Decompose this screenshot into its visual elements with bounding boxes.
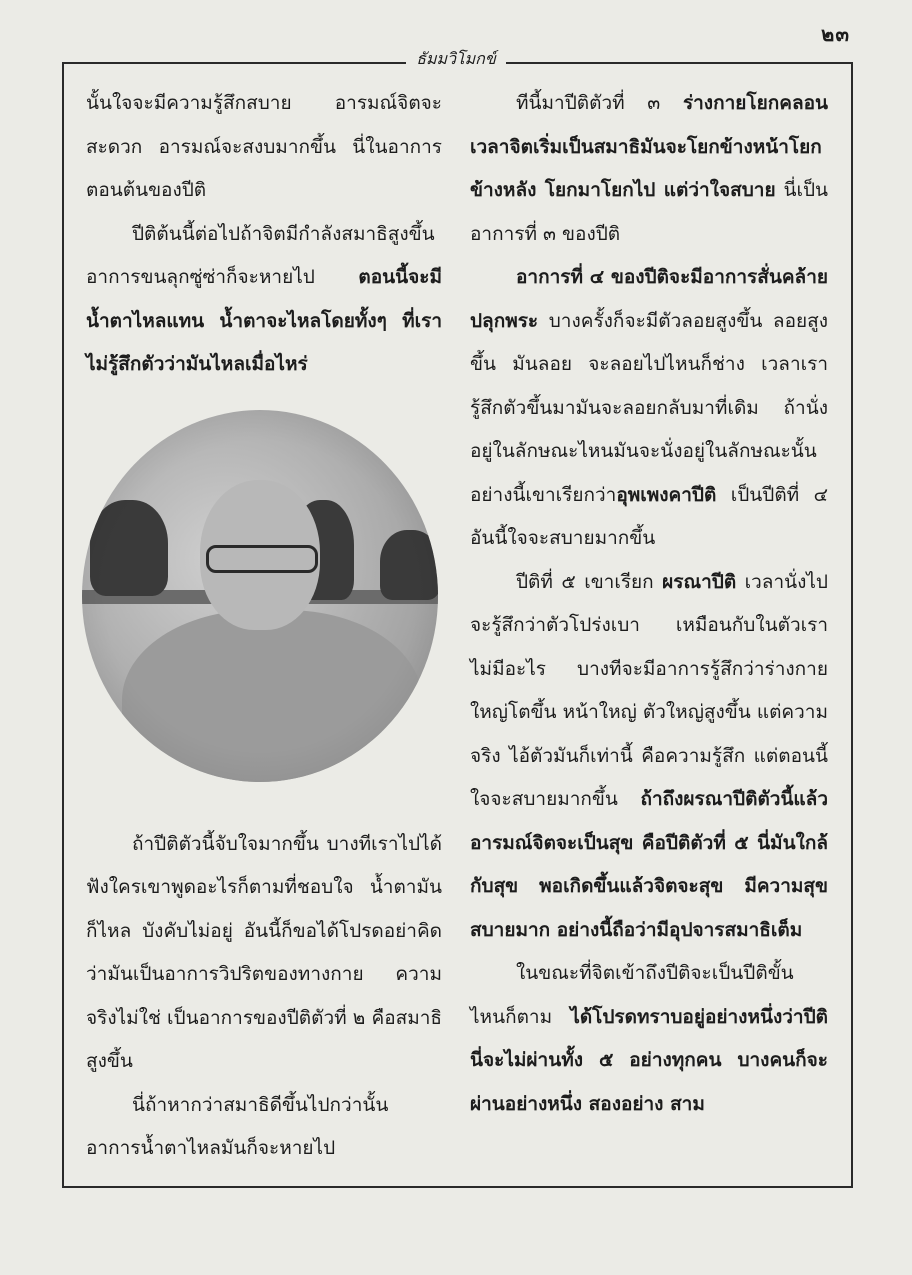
right-paragraph-2-text: บางครั้งก็จะมีตัวลอยสูงขึ้น ลอยสูงขึ้น มันลอย จะลอยไปไหนก็ช่าง เวลาเรารู้สึกตัวขึ้นมามันจะลอยกลับมาที่เดิม ถ้านั่งอยู่ในลักษณะไหนมันจะนั่งอยู่ในลักษณะนั้น อย่างนี้เขาเรียกว่า	[470, 309, 828, 506]
right-paragraph-4	[470, 952, 828, 1126]
right-paragraph-3-bold: ถ้าถึงผรณาปีติตัวนี้แล้วอารมณ์จิตจะเป็นสุข คือปีติตัวที่ ๕ นี่มันใกล้กับสุข พอเกิดขึ้นแล้วจิตจะสุข มีความสุขสบายมาก อย่างนี้ถือว่ามีอุปจารสมาธิเต็ม	[470, 788, 828, 941]
right-paragraph-4-text: ในขณะที่จิตเข้าถึงปีติจะเป็นปีติขั้นไหนก็ตาม	[470, 962, 794, 1028]
right-paragraph-4-bold: ได้โปรดทราบอยู่อย่างหนึ่งว่าปีตินี่จะไม่ผ่านทั้ง ๕ อย่างทุกคน บางคนก็จะผ่านอย่างหนึ่ง สองอย่าง สาม	[470, 1005, 828, 1115]
right-paragraph-2-bold: อาการที่ ๔ ของปีติจะมีอาการสั่นคล้ายปลุกพระ	[470, 266, 828, 332]
right-paragraph-2-tail: เป็นปีติที่ ๔ อันนี้ใจจะสบายมากขึ้น	[470, 483, 828, 549]
right-paragraph-3-text: ปีติที่ ๕ เขาเรียก	[516, 570, 663, 593]
left-paragraph-2	[86, 213, 442, 387]
left-paragraph-3: ถ้าปีติตัวนี้จับใจมากขึ้น บางทีเราไปได้ฟังใครเขาพูดอะไรก็ตามที่ชอบใจ น้ำตามันก็ไหล บังคับไม่อยู่ อันนี้ก็ขอได้โปรดอย่าคิดว่ามันเป็นอาการวิปริตของทางกาย ความจริงไม่ใช่ เป็นอาการของปีติตัวที่ ๒ คือสมาธิสูงขึ้น	[86, 832, 442, 1072]
right-paragraph-1-bold: ร่างกายโยกคลอนเวลาจิตเริ่มเป็นสมาธิมันจะโยกข้างหน้าโยกข้างหลัง โยกมาโยกไป แต่ว่าใจสบาย	[470, 92, 828, 201]
right-paragraph-2-term: อุพเพงคาปีติ	[616, 483, 717, 506]
page-number: ๒๓	[821, 22, 850, 46]
right-column	[470, 82, 828, 1126]
right-paragraph-1	[470, 82, 828, 256]
left-paragraph-2-bold: ตอนนี้จะมีน้ำตาไหลแทน น้ำตาจะไหลโดยทั้งๆ ที่เราไม่รู้สึกตัวว่ามันไหลเมื่อไหร่	[86, 266, 442, 375]
right-paragraph-1-tail: นี่เป็นอาการที่ ๓ ของปีติ	[470, 179, 828, 245]
monk-portrait-photo	[82, 410, 438, 782]
right-paragraph-1-text: ทีนี้มาปีติตัวที่ ๓	[516, 92, 683, 114]
left-paragraph-1: นั้นใจจะมีความรู้สึกสบาย อารมณ์จิตจะสะดวก อารมณ์จะสงบมากขึ้น นี่ในอาการตอนต้นของปีติ	[86, 92, 442, 201]
right-paragraph-3-body: เวลานั่งไปจะรู้สึกว่าตัวโปร่งเบา เหมือนกับในตัวเราไม่มีอะไร บางทีจะมีอาการรู้สึกว่าร่างกายใหญ่โตขึ้น หน้าใหญ่ ตัวใหญ่สูงขึ้น แต่ความจริง ไอ้ตัวมันก็เท่านี้ คือความรู้สึก แต่ตอนนี้ใจจะสบายมากขึ้น	[470, 570, 828, 810]
right-paragraph-3	[470, 561, 828, 953]
left-paragraph-2-text: ปีติต้นนี้ต่อไปถ้าจิตมีกำลังสมาธิสูงขึ้น อาการขนลุกซู่ซ่าก็จะหายไป	[86, 222, 435, 288]
left-paragraph-4: นี่ถ้าหากว่าสมาธิดีขึ้นไปกว่านั้น อาการน้ำตาไหลมันก็จะหายไป	[86, 1093, 389, 1159]
right-paragraph-3-term: ผรณาปีติ	[662, 570, 737, 593]
running-header	[0, 47, 912, 72]
right-paragraph-2	[470, 256, 828, 561]
header-title: ธัมมวิโมกข์	[406, 49, 506, 68]
